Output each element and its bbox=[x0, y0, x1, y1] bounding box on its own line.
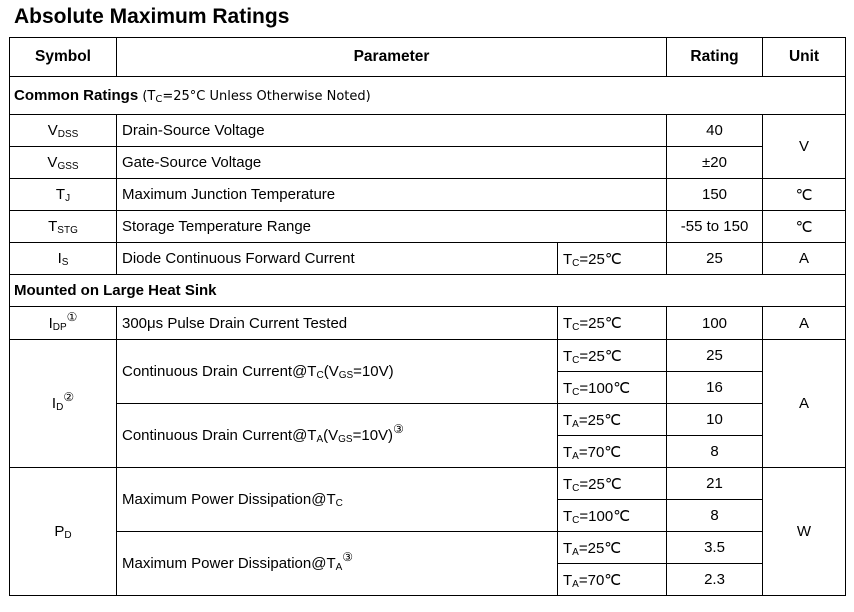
parameter-cell: Maximum Power $Dissipation@T_A^③$ bbox=[117, 532, 558, 596]
symbol-cell: $I_S$ bbox=[10, 243, 117, 275]
unit-cell: ℃ bbox=[763, 179, 846, 211]
page-title: Absolute Maximum Ratings bbox=[14, 5, 290, 28]
rating-cell: 10 bbox=[667, 404, 763, 436]
parameter-cell: Maximum Junction Temperature bbox=[117, 179, 667, 211]
unit-cell: W bbox=[763, 468, 846, 596]
parameter-cell: Storage Temperature Range bbox=[117, 211, 667, 243]
unit-cell: A bbox=[763, 340, 846, 468]
rating-cell: -55 to 150 bbox=[667, 211, 763, 243]
parameter-cell: Diode Continuous Forward Current bbox=[117, 243, 558, 275]
condition-cell: $T_C=100℃$ bbox=[558, 500, 667, 532]
table-row-vgss bbox=[10, 147, 846, 179]
table-row-id-a1 bbox=[10, 404, 846, 436]
section-title: Mounted on Large Heat Sink bbox=[10, 275, 846, 307]
rating-cell: 25 bbox=[667, 243, 763, 275]
parameter-cell: Maximum Power $Dissipation@T_C$ bbox=[117, 468, 558, 532]
table-row-id-c1 bbox=[10, 340, 846, 372]
symbol-cell: $V_{GSS}$ bbox=[10, 147, 117, 179]
symbol-cell: $T_J$ bbox=[10, 179, 117, 211]
unit-cell: ℃ bbox=[763, 211, 846, 243]
rating-cell: 8 bbox=[667, 436, 763, 468]
header-rating: Rating bbox=[667, 38, 763, 77]
table-header-row bbox=[10, 38, 846, 77]
section-note: ($T_C=25^\circ C$ Unless Otherwise Noted) bbox=[142, 89, 371, 105]
rating-cell: 25 bbox=[667, 340, 763, 372]
table-row-is bbox=[10, 243, 846, 275]
rating-cell: ±20 bbox=[667, 147, 763, 179]
symbol-cell: $V_{DSS}$ bbox=[10, 115, 117, 147]
condition-cell: $T_C=100℃$ bbox=[558, 372, 667, 404]
section-label-common-ratings bbox=[10, 77, 846, 115]
symbol-cell: $P_D$ bbox=[10, 468, 117, 596]
parameter-cell: 300μs Pulse Drain Current Tested bbox=[117, 307, 558, 340]
unit-cell: A bbox=[763, 243, 846, 275]
unit-cell: A bbox=[763, 307, 846, 340]
parameter-cell: Drain-Source Voltage bbox=[117, 115, 667, 147]
table-row-vdss bbox=[10, 115, 846, 147]
table-row-tj bbox=[10, 179, 846, 211]
table-row-pd-a1 bbox=[10, 532, 846, 564]
rating-cell: 2.3 bbox=[667, 564, 763, 596]
condition-cell: $T_C=25℃$ bbox=[558, 243, 667, 275]
header-unit: Unit bbox=[763, 38, 846, 77]
rating-cell: 3.5 bbox=[667, 532, 763, 564]
rating-cell: 16 bbox=[667, 372, 763, 404]
condition-cell: $T_C=25℃$ bbox=[558, 340, 667, 372]
symbol-cell: $I_{DP}^①$ bbox=[10, 307, 117, 340]
condition-cell: $T_A=25℃$ bbox=[558, 404, 667, 436]
rating-cell: 100 bbox=[667, 307, 763, 340]
section-row-common-ratings bbox=[10, 77, 846, 115]
rating-cell: 21 bbox=[667, 468, 763, 500]
header-symbol: Symbol bbox=[10, 38, 117, 77]
symbol-cell: $I_D^②$ bbox=[10, 340, 117, 468]
absolute-maximum-ratings-table bbox=[9, 37, 846, 596]
unit-cell: V bbox=[763, 115, 846, 179]
table-row-tstg bbox=[10, 211, 846, 243]
condition-cell: $T_A=25℃$ bbox=[558, 532, 667, 564]
rating-cell: 40 bbox=[667, 115, 763, 147]
table-row-pd-c1 bbox=[10, 468, 846, 500]
symbol-cell: $T_{STG}$ bbox=[10, 211, 117, 243]
parameter-cell: Continuous Drain $Current@T_A(V_{GS}=10V)^③$ bbox=[117, 404, 558, 468]
table-row-idp bbox=[10, 307, 846, 340]
section-row-heat-sink bbox=[10, 275, 846, 307]
condition-cell: $T_C=25℃$ bbox=[558, 468, 667, 500]
header-parameter: Parameter bbox=[117, 38, 667, 77]
condition-cell: $T_A=70℃$ bbox=[558, 436, 667, 468]
section-title: Common Ratings bbox=[14, 87, 139, 104]
parameter-cell: Gate-Source Voltage bbox=[117, 147, 667, 179]
condition-cell: $T_C=25℃$ bbox=[558, 307, 667, 340]
rating-cell: 8 bbox=[667, 500, 763, 532]
rating-cell: 150 bbox=[667, 179, 763, 211]
parameter-cell: Continuous Drain $Current@T_C(V_{GS}=10V)$ bbox=[117, 340, 558, 404]
condition-cell: $T_A=70℃$ bbox=[558, 564, 667, 596]
